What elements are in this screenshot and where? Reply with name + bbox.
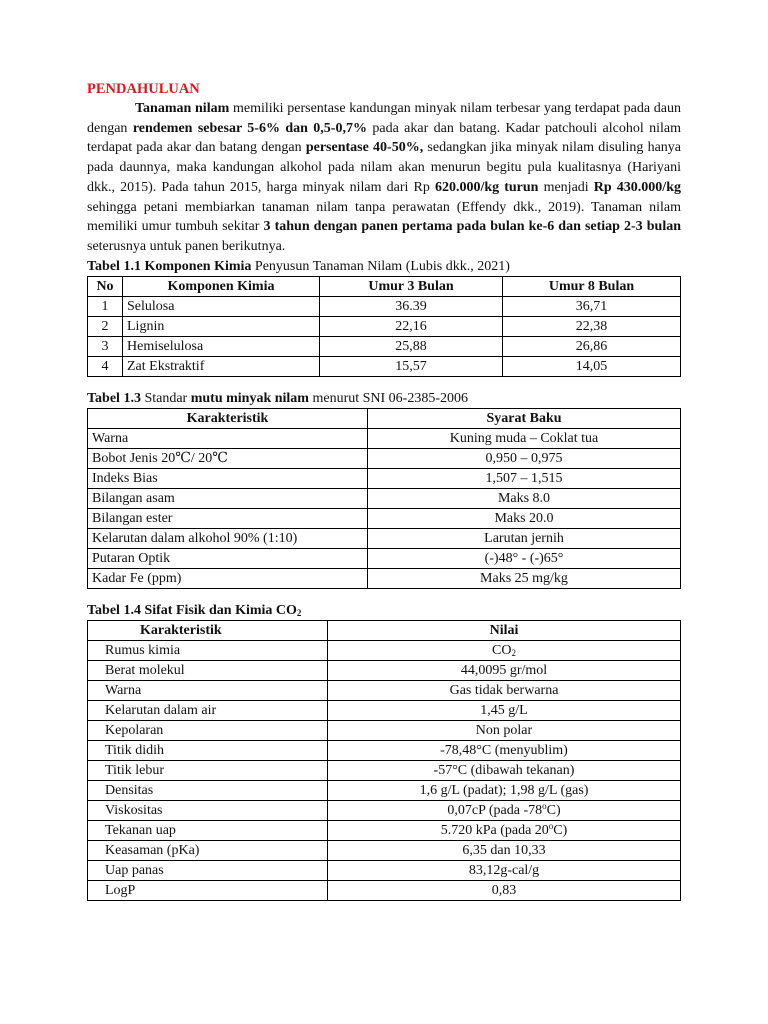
table-cell: 1,6 g/L (padat); 1,98 g/L (gas) bbox=[328, 780, 681, 800]
table-row bbox=[88, 336, 681, 356]
table-cell: 26,86 bbox=[503, 336, 681, 356]
table-cell: 22,38 bbox=[503, 316, 681, 336]
table-cell: Kepolaran bbox=[88, 720, 328, 740]
table-row bbox=[88, 660, 681, 680]
table-cell: Zat Ekstraktif bbox=[123, 356, 320, 376]
oil-quality-standard-table bbox=[87, 408, 681, 589]
table2-caption: Tabel 1.3 Standar mutu minyak nilam menurut SNI 06-2385-2006 bbox=[87, 390, 469, 406]
table-cell: 36.39 bbox=[320, 296, 503, 316]
table-cell: Bobot Jenis 20℃/ 20℃ bbox=[88, 448, 368, 468]
table-cell: Indeks Bias bbox=[88, 468, 368, 488]
table-cell: Kadar Fe (ppm) bbox=[88, 568, 368, 588]
table-header: Karakteristik bbox=[88, 620, 328, 640]
table-header: No bbox=[88, 276, 123, 296]
table-cell: 5.720 kPa (pada 20$^o$C) bbox=[328, 820, 681, 840]
table-cell: Maks 25 mg/kg bbox=[368, 568, 681, 588]
table-cell: Bilangan ester bbox=[88, 508, 368, 528]
table-cell: Bilangan asam bbox=[88, 488, 368, 508]
co2-properties-table bbox=[87, 620, 681, 901]
table-cell: 36,71 bbox=[503, 296, 681, 316]
table-cell: 0,83 bbox=[328, 880, 681, 900]
table-cell: Warna bbox=[88, 680, 328, 700]
table-header: Nilai bbox=[328, 620, 681, 640]
table-cell: Titik lebur bbox=[88, 760, 328, 780]
table-row bbox=[88, 880, 681, 900]
table-row bbox=[88, 428, 681, 448]
table-cell: Tekanan uap bbox=[88, 820, 328, 840]
table-cell: Larutan jernih bbox=[368, 528, 681, 548]
table-cell: Viskositas bbox=[88, 800, 328, 820]
section-heading: PENDAHULUAN bbox=[87, 81, 200, 97]
table-cell: Non polar bbox=[328, 720, 681, 740]
chemical-components-table bbox=[87, 276, 681, 377]
table-cell: Gas tidak berwarna bbox=[328, 680, 681, 700]
table-cell: $CO_2$ bbox=[328, 640, 681, 660]
table-header: Umur 3 Bulan bbox=[320, 276, 503, 296]
table-cell: 1,45 g/L bbox=[328, 700, 681, 720]
table-row bbox=[88, 488, 681, 508]
table-cell: Titik didih bbox=[88, 740, 328, 760]
table-cell: Berat molekul bbox=[88, 660, 328, 680]
table-cell: -78,48°C (menyublim) bbox=[328, 740, 681, 760]
table-row bbox=[88, 548, 681, 568]
table-cell: 15,57 bbox=[320, 356, 503, 376]
table-row bbox=[88, 820, 681, 840]
table-row bbox=[88, 640, 681, 660]
table1-caption: Tabel 1.1 Komponen Kimia Penyusun Tanaman Nilam (Lubis dkk., 2021) bbox=[87, 258, 510, 274]
table-cell: 4 bbox=[88, 356, 123, 376]
table-row bbox=[88, 508, 681, 528]
table-cell: 14,05 bbox=[503, 356, 681, 376]
table-cell: -57°C (dibawah tekanan) bbox=[328, 760, 681, 780]
table-cell: Rumus kimia bbox=[88, 640, 328, 660]
table-row bbox=[88, 296, 681, 316]
table-row bbox=[88, 740, 681, 760]
table-header: Karakteristik bbox=[88, 408, 368, 428]
table-header: Syarat Baku bbox=[368, 408, 681, 428]
table-cell: 25,88 bbox=[320, 336, 503, 356]
table-cell: Kelarutan dalam alkohol 90% (1:10) bbox=[88, 528, 368, 548]
table-cell: 2 bbox=[88, 316, 123, 336]
table-cell: 83,12g-cal/g bbox=[328, 860, 681, 880]
table-cell: Kelarutan dalam air bbox=[88, 700, 328, 720]
table-header: Komponen Kimia bbox=[123, 276, 320, 296]
table-row bbox=[88, 448, 681, 468]
table-cell: 1,507 – 1,515 bbox=[368, 468, 681, 488]
table-cell: Warna bbox=[88, 428, 368, 448]
table3-caption: Tabel 1.4 Sifat Fisik dan Kimia $CO_2$ bbox=[87, 602, 302, 618]
table-cell: Selulosa bbox=[123, 296, 320, 316]
document-page bbox=[87, 79, 681, 901]
table-cell: Lignin bbox=[123, 316, 320, 336]
table-row bbox=[88, 780, 681, 800]
table-cell: Densitas bbox=[88, 780, 328, 800]
table-row bbox=[88, 316, 681, 336]
table-row bbox=[88, 800, 681, 820]
table-cell: Kuning muda – Coklat tua bbox=[368, 428, 681, 448]
intro-paragraph: Tanaman nilam memiliki persentase kandungan minyak nilam terbesar yang terdapat pada daun dengan rendemen sebesar 5-6% dan 0,5-0,7% pada akar dan batang. Kadar patchouli alcohol nilam terdapat pada akar dan batang dengan persentase 40-50%, sedangkan jika minyak nilam disuling hanya pada daunnya, maka kandungan alkohol pada nilam akan menurun begitu pula kualitasnya (Hariyani dkk., 2015). Pada tahun 2015, harga minyak nilam dari Rp 620.000/kg turun menjadi Rp 430.000/kg sehingga petani membiarkan tanaman nilam tanpa perawatan (Effendy dkk., 2019). Tanaman nilam memiliki umur tumbuh sekitar 3 tahun dengan panen pertama pada bulan ke-6 dan setiap 2-3 bulan seterusnya untuk panen berikutnya. bbox=[87, 101, 682, 254]
table-cell: 0,950 – 0,975 bbox=[368, 448, 681, 468]
table-cell: 1 bbox=[88, 296, 123, 316]
table-cell: 3 bbox=[88, 336, 123, 356]
table-row bbox=[88, 568, 681, 588]
table-row bbox=[88, 840, 681, 860]
table-row bbox=[88, 760, 681, 780]
table-cell: LogP bbox=[88, 880, 328, 900]
table-cell: Putaran Optik bbox=[88, 548, 368, 568]
table-row bbox=[88, 700, 681, 720]
table-header: Umur 8 Bulan bbox=[503, 276, 681, 296]
table-cell: 44,0095 gr/mol bbox=[328, 660, 681, 680]
table-row bbox=[88, 528, 681, 548]
table-cell: 0,07cP (pada -78$^o$C) bbox=[328, 800, 681, 820]
table-row bbox=[88, 680, 681, 700]
table-cell: Hemiselulosa bbox=[123, 336, 320, 356]
table-cell: 22,16 bbox=[320, 316, 503, 336]
table-cell: Maks 20.0 bbox=[368, 508, 681, 528]
table-cell: (-)48° - (-)65° bbox=[368, 548, 681, 568]
table-cell: Keasaman (pKa) bbox=[88, 840, 328, 860]
table-cell: 6,35 dan 10,33 bbox=[328, 840, 681, 860]
table-row bbox=[88, 468, 681, 488]
table-cell: Maks 8.0 bbox=[368, 488, 681, 508]
table-row bbox=[88, 720, 681, 740]
table-row bbox=[88, 860, 681, 880]
table-cell: Uap panas bbox=[88, 860, 328, 880]
table-row bbox=[88, 356, 681, 376]
